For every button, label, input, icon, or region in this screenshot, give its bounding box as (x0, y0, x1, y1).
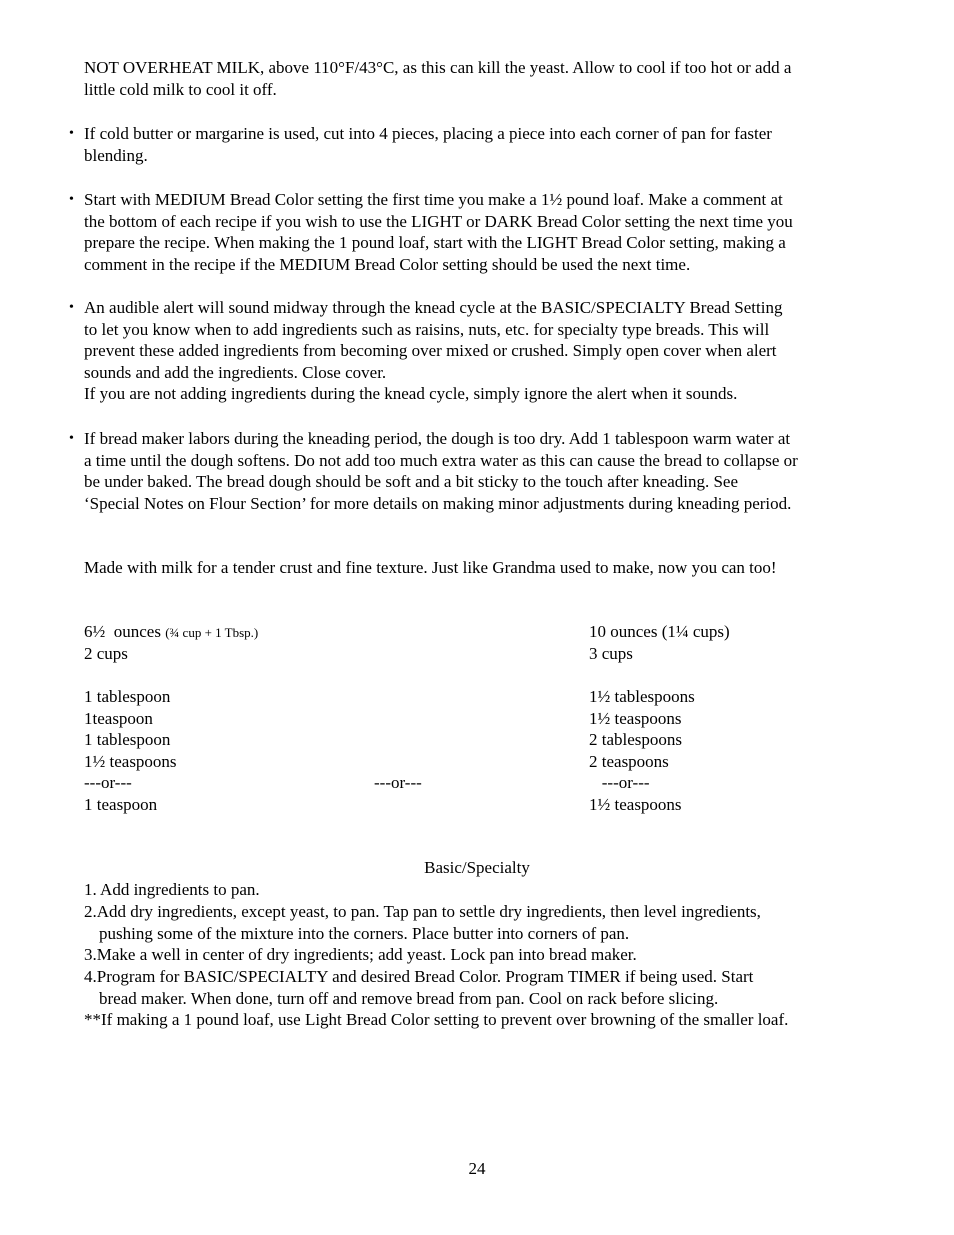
ingredient-or-separator: ---or--- (84, 773, 132, 792)
bullet-icon: • (69, 126, 74, 141)
intro-line: little cold milk to cool it off. (84, 79, 277, 99)
step-line: 1. Add ingredients to pan. (84, 880, 260, 899)
tip-line: If bread maker labors during the kneading period, the dough is too dry. Add 1 tablespoon warm water at (84, 429, 791, 448)
instruction-step (84, 966, 874, 1009)
ingredient-amount-large: 10 ounces (1¼ cups) (589, 622, 730, 641)
ingredient-amount-small: 1 teaspoon (84, 795, 158, 814)
bullet-icon: • (69, 300, 74, 315)
instruction-step (84, 944, 874, 966)
ingredient-amount-large: 1½ teaspoons (589, 795, 682, 814)
ingredient-or-separator: ---or--- (374, 773, 422, 792)
tip-line: sounds and add the ingredients. Close cover. (84, 362, 387, 382)
bullet-icon: • (69, 431, 74, 446)
instruction-step (84, 901, 874, 944)
tip-bullet (69, 428, 874, 514)
page-number: 24 (468, 1159, 486, 1178)
tip-bullet (69, 123, 874, 166)
setting-label: Basic/Specialty (424, 858, 530, 877)
tip-line: to let you know when to add ingredients such as raisins, nuts, etc. for specialty type breads. This will (84, 319, 770, 339)
tip-line: blending. (84, 145, 148, 165)
ingredient-amount-large: 2 teaspoons (589, 752, 669, 771)
step-line: 4.Program for BASIC/SPECIALTY and desired Bread Color. Program TIMER if being used. Start (84, 967, 754, 986)
tip-line: An audible alert will sound midway through the knead cycle at the BASIC/SPECIALTY Bread Setting (84, 298, 783, 317)
recipe-description (84, 557, 874, 579)
footnote (84, 1009, 874, 1031)
tip-line: prepare the recipe. When making the 1 pound loaf, start with the LIGHT Bread Color setting, making a (84, 233, 786, 252)
ingredient-amount-small: 1teaspoon (84, 709, 153, 728)
ingredient-amount-large: 1½ teaspoons (589, 709, 682, 728)
tip-line: If cold butter or margarine is used, cut into 4 pieces, placing a piece into each corner of pan for faster (84, 124, 772, 143)
step-line: pushing some of the mixture into the corners. Place butter into corners of pan. (99, 923, 630, 943)
tip-line: be under baked. The bread dough should be soft and a bit sticky to the touch after kneading. See (84, 472, 739, 491)
tip-line: Start with MEDIUM Bread Color setting the first time you make a 1½ pound loaf. Make a comment at (84, 190, 783, 209)
ingredient-note: (¾ cup + 1 Tbsp.) (165, 625, 259, 640)
ingredient-amount-small: 2 cups (84, 644, 128, 663)
bullet-icon: • (69, 192, 74, 207)
tip-line: a time until the dough softens. Do not add too much extra water as this can cause the bread to collapse or (84, 450, 798, 470)
tip-line: If you are not adding ingredients during the knead cycle, simply ignore the alert when it sounds. (84, 384, 738, 403)
recipe-description-text: Made with milk for a tender crust and fine texture. Just like Grandma used to make, now you can too! (84, 558, 777, 577)
tip-bullet (69, 297, 874, 405)
step-line: bread maker. When done, turn off and remove bread from pan. Cool on rack before slicing. (99, 988, 719, 1008)
intro-paragraph (84, 57, 874, 100)
ingredient-amount-large: 3 cups (589, 644, 633, 663)
tip-line: ‘Special Notes on Flour Section’ for more details on making minor adjustments during kneading period. (84, 493, 792, 513)
tip-line: comment in the recipe if the MEDIUM Bread Color setting should be used the next time. (84, 254, 691, 274)
ingredient-amount-large: 2 tablespoons (589, 730, 683, 749)
ingredient-amount-small (84, 621, 258, 644)
ingredient-amount-small: 1½ teaspoons (84, 752, 177, 771)
intro-line: NOT OVERHEAT MILK, above 110°F/43°C, as this can kill the yeast. Allow to cool if too hot or add a (84, 58, 792, 77)
ingredient-amount-small: 1 tablespoon (84, 687, 171, 706)
step-line: 2.Add dry ingredients, except yeast, to pan. Tap pan to settle dry ingredients, then level ingredients, (84, 902, 761, 921)
ingredient-amount-large: 1½ tablespoons (589, 687, 695, 706)
ingredient-or-separator: ---or--- (589, 773, 650, 792)
tip-line: the bottom of each recipe if you wish to use the LIGHT or DARK Bread Color setting the next time you (84, 211, 793, 231)
ingredient-amount: 6½ ounces (84, 622, 166, 641)
footnote-text: **If making a 1 pound loaf, use Light Bread Color setting to prevent over browning of the smaller loaf. (84, 1010, 789, 1029)
ingredient-amount-small: 1 tablespoon (84, 730, 171, 749)
tip-bullet (69, 189, 874, 275)
tip-line: prevent these added ingredients from becoming over mixed or crushed. Simply open cover when alert (84, 341, 777, 360)
instruction-step (84, 879, 874, 901)
step-line: 3.Make a well in center of dry ingredients; add yeast. Lock pan into bread maker. (84, 945, 637, 964)
